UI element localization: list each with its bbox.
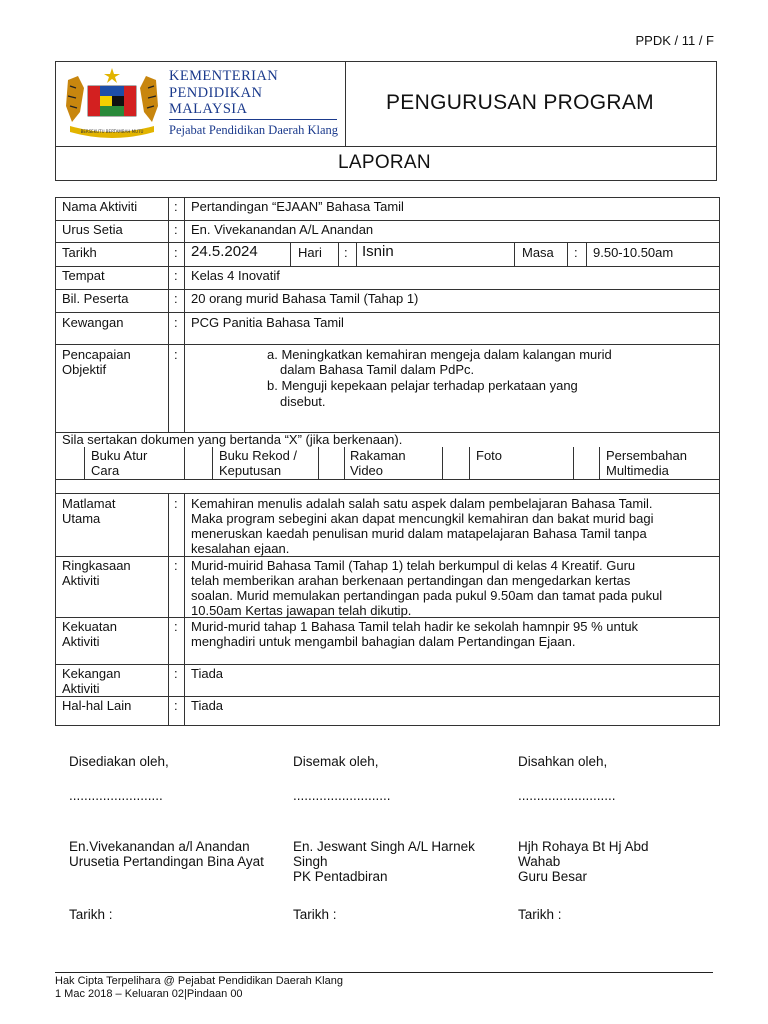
signatory-name-line-1: Hjh Rohaya Bt Hj Abd xyxy=(518,839,649,854)
matlamat-line-3: meneruskan kaedah penulisan murid dalam matapelajaran Bahasa Tamil tanpa xyxy=(191,526,647,541)
kekuatan-line-1: Murid-murid tahap 1 Bahasa Tamil telah hadir ke sekolah hamnpir 95 % untuk xyxy=(191,619,639,634)
colon: : xyxy=(174,496,178,511)
kekangan-label-2: Aktiviti xyxy=(62,681,100,696)
footer-revision: 1 Mac 2018 – Keluaran 02|Pindaan 00 xyxy=(55,988,243,1000)
ministry-underline xyxy=(169,119,337,120)
ringkasan-line-1: Murid-muirid Bahasa Tamil (Tahap 1) telah berkumpul di kelas 4 Kreatif. Guru xyxy=(191,558,636,573)
urus-setia-value: En. Vivekanandan A/L Anandan xyxy=(191,222,374,237)
kekuatan-line-2: menghadiri untuk mengambil bahagian dalam Pertandingan Ejaan. xyxy=(191,634,576,649)
ministry-name xyxy=(169,68,278,118)
ministry-line-2: PENDIDIKAN xyxy=(169,84,263,101)
signatory-name-line-3: PK Pentadbiran xyxy=(293,869,388,884)
doc-persembahan-multimedia-label-2: Multimedia xyxy=(606,463,669,478)
matlamat-label-1: Matlamat xyxy=(62,496,116,511)
hari-label: Hari xyxy=(298,245,322,260)
colon: : xyxy=(174,666,178,681)
objektif-b-line-2: disebut. xyxy=(280,394,326,409)
hal-hal-lain-value: Tiada xyxy=(191,698,224,713)
masa-label: Masa xyxy=(522,245,554,260)
doc-buku-atur-cara-label-1: Buku Atur xyxy=(91,448,148,463)
masa-value: 9.50-10.50am xyxy=(593,245,674,260)
ministry-line-3: MALAYSIA xyxy=(169,101,248,117)
objektif-a-line-2: dalam Bahasa Tamil dalam PdPc. xyxy=(280,362,475,377)
signature-line: .......................... xyxy=(518,788,616,803)
signature-role: Disediakan oleh, xyxy=(69,754,169,769)
colon: : xyxy=(174,199,178,214)
bil-peserta-label: Bil. Peserta xyxy=(62,291,129,306)
tarikh-value: 24.5.2024 xyxy=(191,243,258,260)
signatory-name-line-1: En. Jeswant Singh A/L Harnek xyxy=(293,839,475,854)
nama-aktiviti-value: Pertandingan “EJAAN” Bahasa Tamil xyxy=(191,199,404,214)
tempat-label: Tempat xyxy=(62,268,105,283)
kekangan-label-1: Kekangan xyxy=(62,666,121,681)
colon: : xyxy=(174,222,178,237)
hari-value: Isnin xyxy=(362,243,394,260)
signature-date-label: Tarikh : xyxy=(518,907,562,922)
signature-date-label: Tarikh : xyxy=(69,907,113,922)
colon: : xyxy=(174,268,178,283)
documents-instruction: Sila sertakan dokumen yang bertanda “X” (jika berkenaan). xyxy=(62,432,403,447)
signature-line: ......................... xyxy=(69,788,163,803)
doc-buku-atur-cara-label-2: Cara xyxy=(91,463,120,478)
office-name: Pejabat Pendidikan Daerah Klang xyxy=(169,123,339,137)
doc-foto-label-1: Foto xyxy=(476,448,503,463)
matlamat-line-2: Maka program sebegini akan dapat mencungkil kemahiran dan bakat murid bagi xyxy=(191,511,654,526)
doc-buku-rekod-label-2: Keputusan xyxy=(219,463,282,478)
signatory-name-line-2: Wahab xyxy=(518,854,561,869)
ringkasan-line-4: 10.50am Kertas jawapan telah dikutip. xyxy=(191,603,412,618)
ringkasan-label-2: Aktiviti xyxy=(62,573,100,588)
urus-setia-label: Urus Setia xyxy=(62,222,123,237)
ringkasan-line-3: soalan. Murid memulakan pertandingan pada pukul 9.50am dan tamat pada pukul xyxy=(191,588,663,603)
ministry-crest-logo xyxy=(62,66,162,142)
objektif-label-2: Objektif xyxy=(62,362,107,377)
tarikh-label: Tarikh xyxy=(62,245,97,260)
objektif-label-1: Pencapaian xyxy=(62,347,131,362)
objektif-b-line-1: b. Menguji kepekaan pelajar terhadap perkataan yang xyxy=(267,378,578,393)
kewangan-label: Kewangan xyxy=(62,315,124,330)
ringkasan-label-1: Ringkasaan xyxy=(62,558,131,573)
doc-buku-rekod-label-1: Buku Rekod / xyxy=(219,448,298,463)
doc-persembahan-multimedia-label-1: Persembahan xyxy=(606,448,687,463)
signatory-name-line-3: Guru Besar xyxy=(518,869,588,884)
colon: : xyxy=(174,558,178,573)
doc-rakaman-video-label-2: Video xyxy=(350,463,384,478)
colon: : xyxy=(574,245,578,260)
kewangan-value: PCG Panitia Bahasa Tamil xyxy=(191,315,344,330)
signature-role: Disahkan oleh, xyxy=(518,754,608,769)
footer-copyright: Hak Cipta Terpelihara @ Pejabat Pendidikan Daerah Klang xyxy=(55,975,343,987)
svg-text:BERSEKUTU BERTAMBAH MUTU: BERSEKUTU BERTAMBAH MUTU xyxy=(80,129,144,134)
objektif-a-line-1: a. Meningkatkan kemahiran mengeja dalam kalangan murid xyxy=(267,347,612,362)
colon: : xyxy=(174,245,178,260)
matlamat-line-1: Kemahiran menulis adalah salah satu aspek dalam pembelajaran Bahasa Tamil. xyxy=(191,496,653,511)
colon: : xyxy=(174,291,178,306)
doc-rakaman-video-label-1: Rakaman xyxy=(350,448,406,463)
program-title: PENGURUSAN PROGRAM xyxy=(386,91,654,114)
colon: : xyxy=(174,619,178,634)
matlamat-line-4: kesalahan ejaan. xyxy=(191,541,290,556)
kekuatan-label-2: Aktiviti xyxy=(62,634,100,649)
kekuatan-label-1: Kekuatan xyxy=(62,619,117,634)
signature-line: .......................... xyxy=(293,788,391,803)
colon: : xyxy=(174,315,178,330)
ringkasan-line-2: telah memberikan arahan berkenaan pertandingan dan mengedarkan kertas xyxy=(191,573,631,588)
footer-divider xyxy=(55,972,713,973)
hal-hal-lain-label: Hal-hal Lain xyxy=(62,698,132,713)
report-title: LAPORAN xyxy=(338,152,431,173)
bil-peserta-value: 20 orang murid Bahasa Tamil (Tahap 1) xyxy=(191,291,419,306)
colon: : xyxy=(344,245,348,260)
colon: : xyxy=(174,347,178,362)
document-code: PPDK / 11 / F xyxy=(635,33,714,48)
signature-role: Disemak oleh, xyxy=(293,754,379,769)
matlamat-label-2: Utama xyxy=(62,511,101,526)
colon: : xyxy=(174,698,178,713)
signatory-name-line-2: Urusetia Pertandingan Bina Ayat xyxy=(69,854,264,869)
ministry-line-1: KEMENTERIAN xyxy=(169,68,279,84)
signatory-name-line-2: Singh xyxy=(293,854,328,869)
kekangan-value: Tiada xyxy=(191,666,224,681)
signatory-name-line-1: En.Vivekanandan a/l Anandan xyxy=(69,839,250,854)
nama-aktiviti-label: Nama Aktiviti xyxy=(62,199,138,214)
tempat-value: Kelas 4 Inovatif xyxy=(191,268,280,283)
signature-date-label: Tarikh : xyxy=(293,907,337,922)
